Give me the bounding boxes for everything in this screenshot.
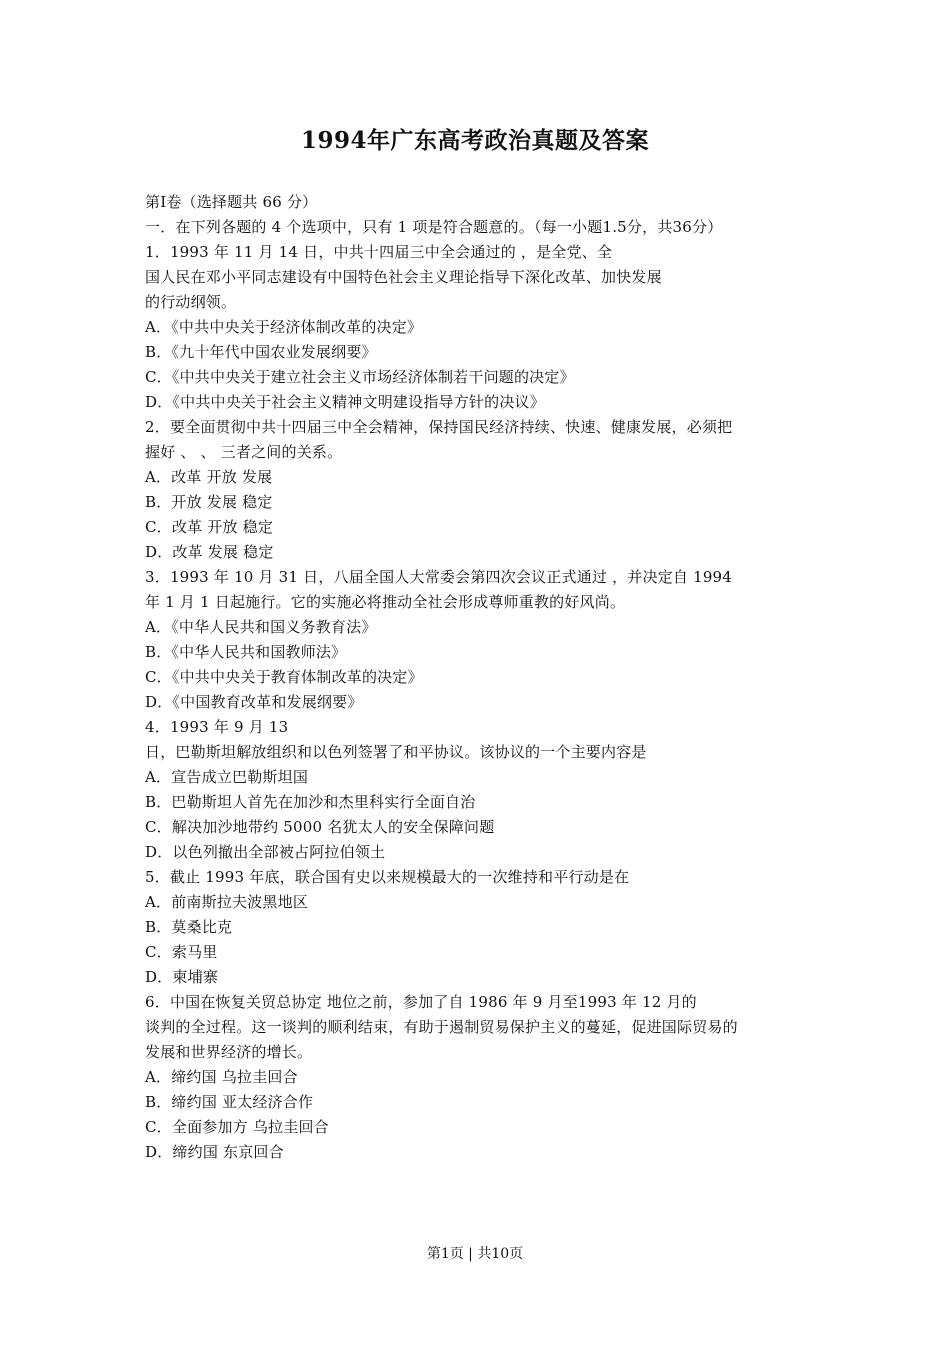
text-line: B．巴勒斯坦人首先在加沙和杰里科实行全面自治 bbox=[145, 793, 476, 811]
text-line: 年 1 月 1 日起施行。它的实施必将推动全社会形成尊师重教的好风尚。 bbox=[145, 593, 626, 611]
text-line: D．柬埔寨 bbox=[145, 968, 219, 986]
text-line: A．改革 开放 发展 bbox=[145, 468, 273, 486]
text-line: 第Ⅰ卷（选择题共 66 分） bbox=[145, 193, 318, 211]
text-line: C．《中共中央关于建立社会主义市场经济体制若干问题的决定》 bbox=[145, 368, 575, 386]
text-line: 3．1993 年 10 月 31 日，八届全国人大常委会第四次会议正式通过 ，并决定自 1994 bbox=[145, 568, 733, 586]
text-line: C．改革 开放 稳定 bbox=[145, 518, 274, 536]
text-line: A．前南斯拉夫波黑地区 bbox=[145, 893, 309, 911]
text-line: 谈判的全过程。这一谈判的顺利结束，有助于遏制贸易保护主义的蔓延，促进国际贸易的 bbox=[145, 1018, 738, 1036]
text-line: 5．截止 1993 年底，联合国有史以来规模最大的一次维持和平行动是在 bbox=[145, 868, 630, 886]
text-line: 一．在下列各题的 4 个选项中，只有 1 项是符合题意的。（每一小题1.5分，共36分） bbox=[145, 218, 723, 236]
text-line: D．缔约国 东京回合 bbox=[145, 1143, 284, 1161]
text-line: A．缔约国 乌拉圭回合 bbox=[145, 1068, 298, 1086]
text-line: A．《中华人民共和国义务教育法》 bbox=[145, 618, 377, 636]
text-line: 发展和世界经济的增长。 bbox=[145, 1043, 313, 1061]
text-line: 2．要全面贯彻中共十四届三中全会精神，保持国民经济持续、快速、健康发展，必须把 bbox=[145, 418, 733, 436]
text-line: 日，巴勒斯坦解放组织和以色列签署了和平协议。该协议的一个主要内容是 bbox=[145, 743, 647, 761]
text-line: B．《中华人民共和国教师法》 bbox=[145, 643, 347, 661]
text-line: D．《中共中央关于社会主义精神文明建设指导方针的决议》 bbox=[145, 393, 545, 411]
text-line: 握好 、 、 三者之间的关系。 bbox=[145, 443, 343, 461]
text-line: 1．1993 年 11 月 14 日，中共十四届三中全会通过的 ，是全党、全 bbox=[145, 243, 613, 261]
text-line: C．全面参加方 乌拉圭回合 bbox=[145, 1118, 329, 1136]
text-line: C．索马里 bbox=[145, 943, 218, 961]
text-line: B．缔约国 亚太经济合作 bbox=[145, 1093, 314, 1111]
text-line: C．《中共中央关于教育体制改革的决定》 bbox=[145, 668, 423, 686]
text-line: A．《中共中央关于经济体制改革的决定》 bbox=[145, 318, 423, 336]
text-line: C．解决加沙地带约 5000 名犹太人的安全保障问题 bbox=[145, 818, 495, 836]
page-footer: 第1页 | 共10页 bbox=[426, 1246, 524, 1262]
page-title: 1994年广东高考政治真题及答案 bbox=[300, 127, 649, 154]
text-line: D．以色列撤出全部被占阿拉伯领土 bbox=[145, 843, 386, 861]
text-line: 6．中国在恢复关贸总协定 地位之前，参加了自 1986 年 9 月至1993 年 12 月的 bbox=[145, 993, 697, 1011]
document-body bbox=[145, 190, 820, 1165]
text-line: D．改革 发展 稳定 bbox=[145, 543, 274, 561]
text-line: 国人民在邓小平同志建设有中国特色社会主义理论指导下深化改革、加快发展 bbox=[145, 268, 662, 286]
text-line: A．宣告成立巴勒斯坦国 bbox=[145, 768, 309, 786]
text-line: 4．1993 年 9 月 13 bbox=[145, 718, 289, 736]
text-line: D．《中国教育改革和发展纲要》 bbox=[145, 693, 363, 711]
text-line: B．莫桑比克 bbox=[145, 918, 233, 936]
text-line: B．《九十年代中国农业发展纲要》 bbox=[145, 343, 377, 361]
text-line: 的行动纲领。 bbox=[145, 293, 237, 311]
text-line: B．开放 发展 稳定 bbox=[145, 493, 273, 511]
